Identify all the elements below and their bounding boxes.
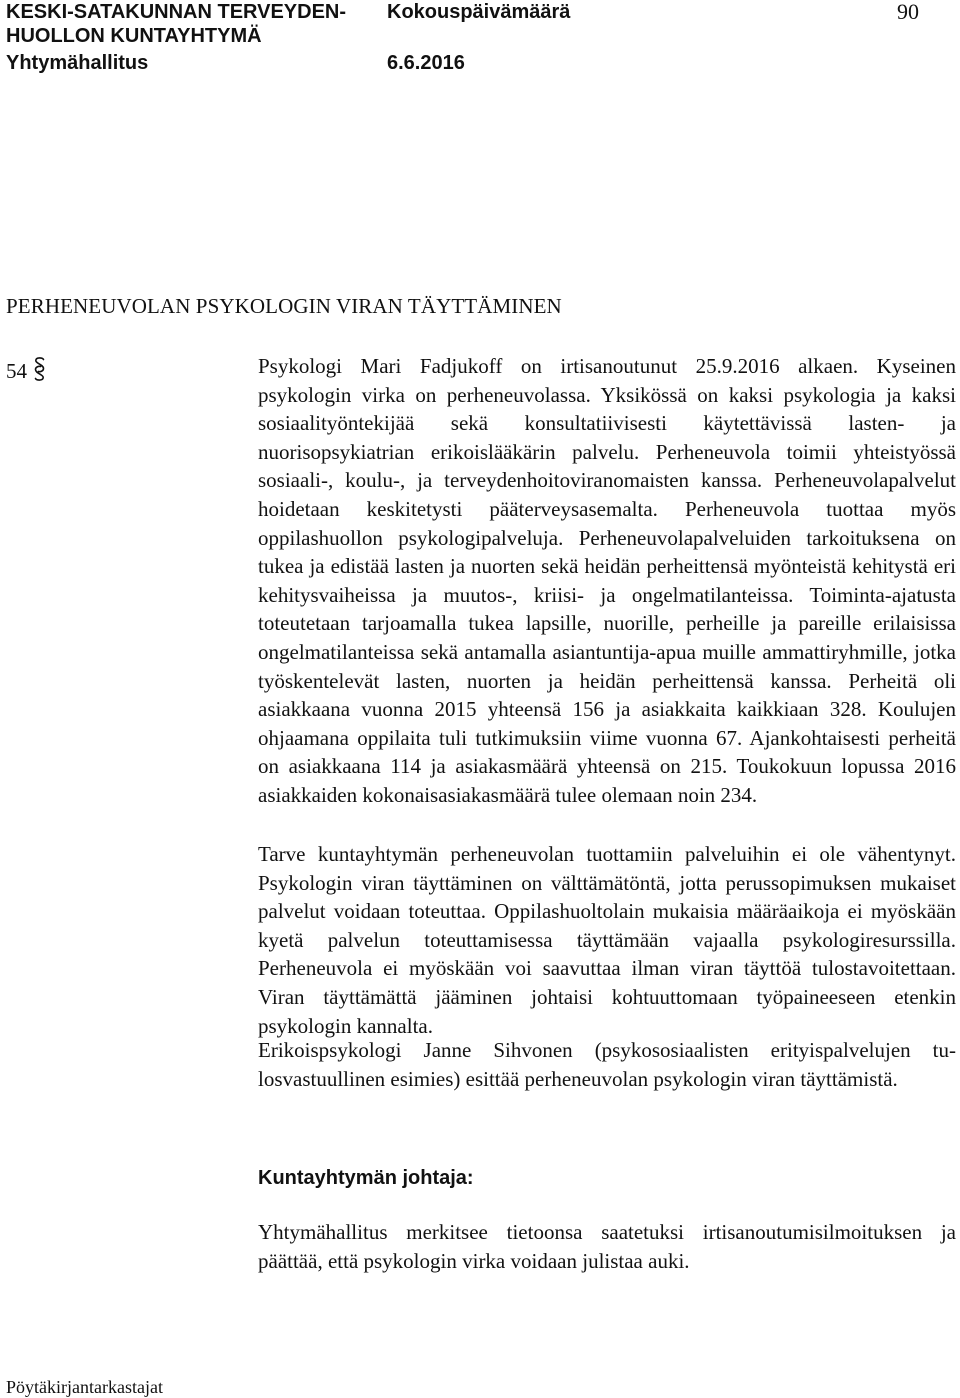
paragraph-need: Tarve kuntayhtymän perheneuvolan tuottamiin palveluihin ei ole vähentynyt. Psykologin viran täyttäminen on välttämätöntä, jotta perussopimuksen mukaiset palvelut voidaan toteuttaa. Oppilashuoltolain mukaisia määräaikoja ei myöskään kyetä palvelun toteuttamisessa täyttämään vajaalla psykologiresurssilla. Perheneuvola ei myöskään voi saavuttaa ilman viran täyttöä tulostavoitettaan. Viran täyttämättä jääminen johtaisi kohtuuttomaan työpaineeseen etenkin psykologin kannalta. xyxy=(258,842,956,1038)
header-date-label: Kokouspäivämäärä xyxy=(387,1,571,23)
page-number: 90 xyxy=(897,0,919,24)
header-org-line2: HUOLLON KUNTAYHTYMÄ xyxy=(6,25,262,47)
paragraph-background: Psykologi Mari Fadjukoff on irtisanoutunut 25.9.2016 alkaen. Kyseinen psykologin virka on perheneuvolassa. Yksikössä on kaksi psykologia ja kaksi sosiaalityöntekijää sekä konsultatiivisesti käytettävissä lasten- ja nuorisopsykiatrian erikoislääkärin palvelu. Perheneuvola toimii yhteistyössä sosiaali-, koulu-, ja terveydenhoitoviranomaisten kanssa. Perheneuvolapalvelut hoidetaan keskitetysti pääterveysasemalta. Perheneuvola tuottaa myös oppilashuollon psykologipalveluja. Perheneuvolapalveluiden tarkoituksena on tukea ja edistää lasten ja nuorten sekä heidän perheittensä myönteistä kehitystä eri kehitysvaiheissa ja muutos-, kriisi- ja ongelmatilanteissa. Toiminta-ajatusta toteutetaan tarjoamalla tukea lapsille, nuorille, perheille ja pareille erilaisissa ongelmatilanteissa sekä antamalla asiantuntija-apua muille ammattiryhmille, jotka työskentelevät lasten, nuorten ja heidän perheittensä kanssa. Perheitä oli asiakkaana vuonna 2015 yhteensä 156 ja asiakkaita kaikkiaan 328. Koulujen ohjaamana oppilaita tuli tutkimuksiin viime vuonna 67. Ajankohtaisesti perheitä on asiakkaana 114 ja asiakasmäärä yhteensä on 215. Toukokuun lopussa 2016 asiakkaiden kokonaisasiakasmäärä tulee olemaan noin 234. xyxy=(258,354,956,807)
section-number: 54 xyxy=(6,359,27,383)
paragraph-proposal: Erikoispsykologi Janne Sihvonen (psykososiaalisten erityispalvelujen tulosvastuullinen esimies) esittää perheneuvolan psykologin viran täyttämistä. xyxy=(258,1038,956,1091)
section-sign-icon xyxy=(33,356,46,388)
section-number-row xyxy=(6,354,46,388)
paragraph-decision: Yhtymähallitus merkitsee tietoonsa saatetuksi irtisanoutumisilmoituksen ja päättää, että psykologin virka voidaan julistaa auki. xyxy=(258,1220,956,1273)
section-title: PERHENEUVOLAN PSYKOLOGIN VIRAN TÄYTTÄMINEN xyxy=(6,294,562,318)
header-date-value: 6.6.2016 xyxy=(387,52,465,74)
header-body-name: Yhtymähallitus xyxy=(6,52,149,74)
director-heading: Kuntayhtymän johtaja: xyxy=(258,1167,474,1189)
header-org-line1: KESKI-SATAKUNNAN TERVEYDEN- xyxy=(6,1,347,23)
footer-label: Pöytäkirjantarkastajat xyxy=(6,1377,163,1397)
